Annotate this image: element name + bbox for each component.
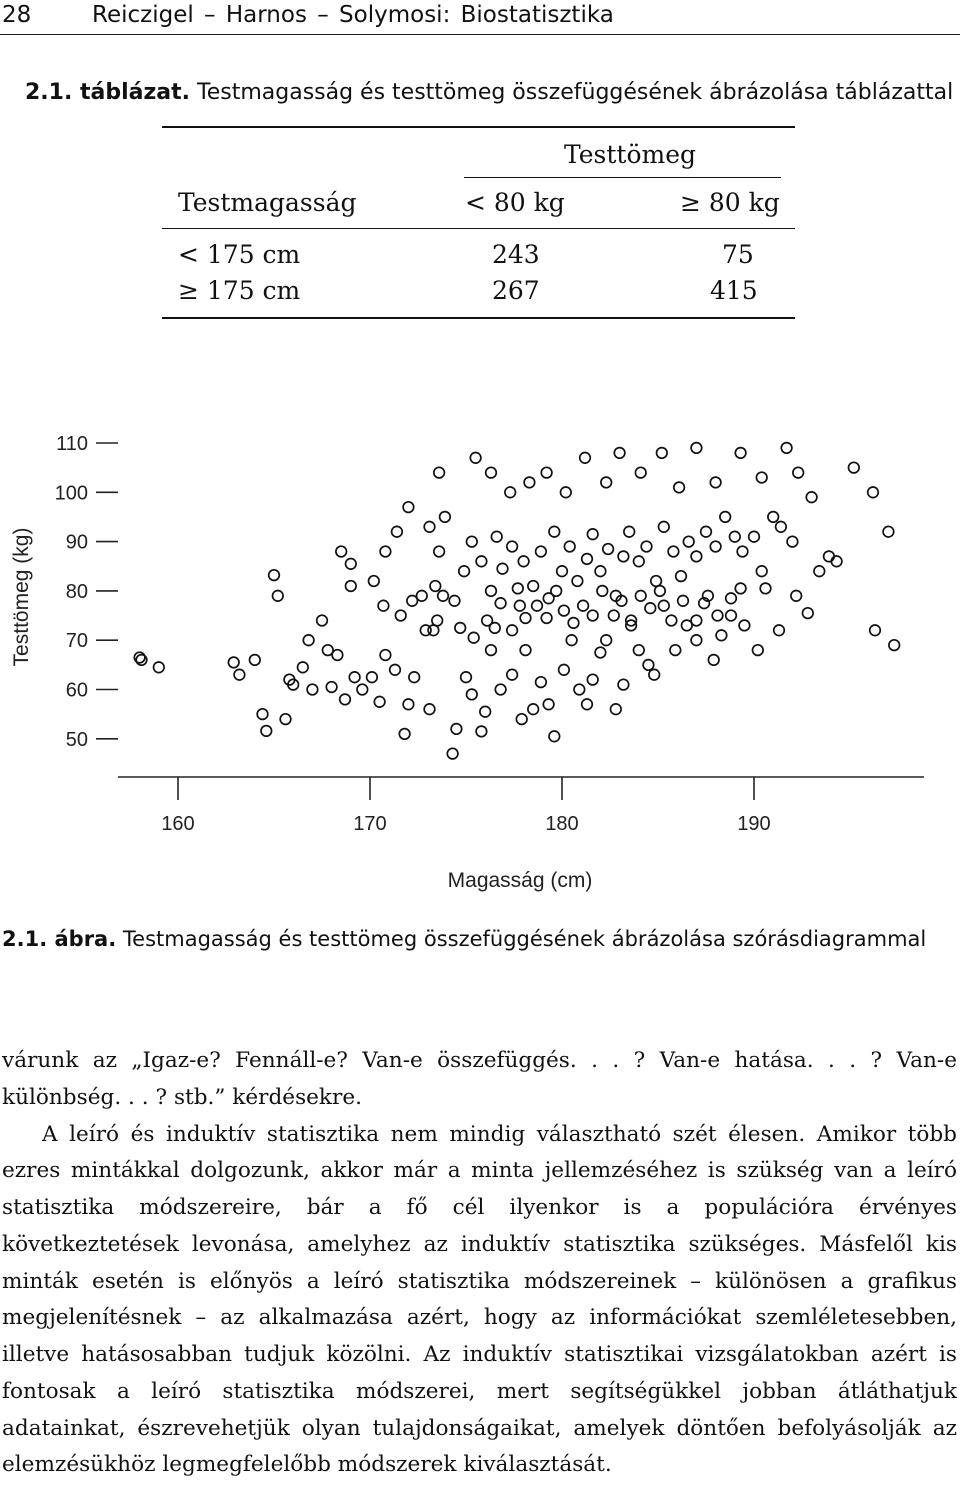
data-point [749,531,760,542]
data-point [491,531,502,542]
data-point [614,448,625,459]
data-point [428,625,439,636]
data-point [269,570,280,581]
data-point [461,672,472,683]
data-point [515,600,526,611]
table-mid-rule [162,228,795,229]
row-header: Testmagasság [178,188,357,217]
group-underline [464,177,781,178]
data-point [659,600,670,611]
data-point [449,596,460,607]
table-cell: 75 [722,240,754,269]
x-axis-label: Magasság (cm) [447,869,593,892]
y-tick-label: 80 [65,580,88,603]
data-point [434,467,445,478]
data-point [399,729,410,740]
data-point [451,724,462,735]
header-rule [0,34,960,35]
data-point [559,605,570,616]
data-point [303,635,314,646]
data-point [543,699,554,710]
body-text [2,1043,957,1484]
data-point [524,477,535,488]
data-point [505,487,516,498]
data-point [618,679,629,690]
data-point [708,655,719,666]
data-point [595,647,606,658]
data-point [691,551,702,562]
data-point [657,448,668,459]
table-cell: 267 [492,276,540,305]
data-point [587,674,598,685]
data-point [730,531,741,542]
data-point [495,598,506,609]
data-point [470,453,481,464]
data-point [273,591,284,602]
data-point [634,556,645,567]
data-point [716,630,727,641]
data-point [595,566,606,577]
data-point [712,610,723,621]
figure-caption-label: 2.1. ábra. [2,927,117,951]
data-point [536,546,547,557]
data-point [720,512,731,523]
data-point [228,657,239,668]
data-point [298,662,309,673]
data-point [760,583,771,594]
data-point [611,704,622,715]
paragraph-1: várunk az „Igaz-e? Fennáll-e? Van-e összefüggés. . . ? Van-e hatása. . . ? Van-e különbség. . . ? stb.” kérdésekre. [2,1048,957,1110]
table-top-rule [162,126,795,128]
data-point [883,526,894,537]
data-point [634,645,645,656]
data-point [549,526,560,537]
data-point [486,586,497,597]
table-cell: 243 [492,240,540,269]
data-point [582,554,593,565]
data-point [467,536,478,547]
data-point [480,706,491,717]
data-point [434,546,445,557]
data-point [336,546,347,557]
data-point [791,591,802,602]
data-point [564,541,575,552]
data-point [824,551,835,562]
data-point [476,556,487,567]
data-point [257,709,268,720]
data-point [486,467,497,478]
data-point [814,566,825,577]
data-point [756,566,767,577]
data-point [774,625,785,636]
data-point [559,665,570,676]
data-point [549,731,560,742]
data-point [691,443,702,454]
data-point [793,467,804,478]
data-point [307,684,318,695]
x-tick-label: 160 [161,813,195,835]
data-point [701,526,712,537]
data-point [349,672,360,683]
data-point [651,576,662,587]
data-point [868,487,879,498]
data-point [645,603,656,614]
data-point [374,697,385,708]
row-label-lt175: < 175 cm [178,240,301,269]
data-point [390,665,401,676]
data-point [683,536,694,547]
data-point [587,610,598,621]
data-point [409,672,420,683]
data-point [668,546,679,557]
data-point [601,477,612,488]
data-points [134,443,899,759]
data-point [574,684,585,695]
page-number: 28 [2,2,32,28]
data-point [507,669,518,680]
table-bottom-rule [162,317,795,319]
data-point [367,672,378,683]
data-point [735,448,746,459]
data-point [776,522,787,533]
data-point [670,645,681,656]
data-point [332,650,343,661]
data-point [532,600,543,611]
table-caption-text: Testmagasság és testtömeg összefüggésének ábrázolása táblázattal [197,80,954,105]
x-tick-label: 170 [353,813,387,835]
data-point [507,625,518,636]
data-point [154,662,165,673]
figure-caption-text: Testmagasság és testtömeg összefüggésének ábrázolása szórásdiagrammal [122,927,927,951]
y-tick-label: 110 [56,433,88,455]
data-point [655,586,666,597]
data-point [710,477,721,488]
data-point [781,443,792,454]
data-point [497,563,508,574]
data-point [346,559,357,570]
y-tick-label: 70 [65,630,88,653]
data-point [378,600,389,611]
data-point [357,684,368,695]
y-tick-label: 50 [65,728,88,751]
data-point [849,462,860,473]
x-tick-label: 180 [545,813,579,835]
data-point [541,613,552,624]
data-point [635,467,646,478]
data-point [641,541,652,552]
data-point [395,610,406,621]
data-point [528,581,539,592]
y-axis-label: Testtömeg (kg) [10,527,33,667]
data-point [710,541,721,552]
data-point [440,512,451,523]
data-point [561,487,572,498]
group-header: Testtömeg [564,140,697,169]
data-point [518,556,529,567]
data-point [476,726,487,737]
data-point [557,566,568,577]
data-point [624,526,635,537]
y-tick-label: 60 [65,679,88,702]
data-point [369,576,380,587]
table-cell: 415 [710,276,758,305]
data-point [380,650,391,661]
data-point [806,492,817,503]
data-point [572,576,583,587]
data-point [678,596,689,607]
data-point [430,581,441,592]
data-point [250,655,261,666]
data-point [787,536,798,547]
data-point [528,704,539,715]
data-point [831,556,842,567]
data-point [726,593,737,604]
data-point [597,586,608,597]
figure-caption [2,927,926,951]
table-caption [25,80,953,105]
data-point [870,625,881,636]
data-point [486,645,497,656]
data-point [516,714,527,725]
data-point [676,571,687,582]
data-point [513,583,524,594]
data-point [580,453,591,464]
data-point [568,618,579,629]
y-tick-label: 90 [65,531,88,554]
data-point [578,600,589,611]
scatter-plot [0,405,960,895]
data-point [587,529,598,540]
data-point [438,591,449,602]
data-point [726,610,737,621]
data-point [280,714,291,725]
data-point [643,660,654,671]
data-point [541,467,552,478]
paragraph-2: A leíró és induktív statisztika nem mindig választható szét élesen. Amikor több ezres mintákkal dolgozunk, akkor már a minta jellemzéséhez is szükség van a leíró statisztika módszereire, bár a fő cél ilyenkor is a populációra érvényes következtetések levonása, amelyhez az induktív statisztika szükséges. Másfelől kis minták esetén is előnyös a leíró statisztika módszereinek – különösen a grafikus megjelenítésnek – az alkalmazása azért, hogy az információkat szemléletesebben, illetve hatásosabban tudjuk közölni. Az induktív statisztikai vizsgálatokban azért is fontosak a leíró statisztika módszerei, mert segítségükkel jobban átláthatjuk adatainkat, észrevehetjük olyan tulajdonságaikat, amelyek döntően befolyásolják az elemzésükhöz legmegfelelőbb módszerek kiválasztását. [2,1121,957,1478]
data-point [424,522,435,533]
data-point [380,546,391,557]
data-point [326,682,337,693]
column-header-lt80: < 80 kg [465,188,565,217]
data-point [635,591,646,602]
data-point [659,522,670,533]
data-point [768,512,779,523]
data-point [735,583,746,594]
data-point [417,591,428,602]
data-point [609,610,620,621]
data-point [566,635,577,646]
data-point [403,502,414,513]
row-label-ge175: ≥ 175 cm [178,276,301,305]
data-point [467,689,478,700]
data-point [803,608,814,619]
data-point [424,704,435,715]
contingency-table [162,126,795,321]
data-point [468,632,479,643]
data-point [455,623,466,634]
column-header-ge80: ≥ 80 kg [680,188,780,217]
data-point [601,635,612,646]
data-point [737,546,748,557]
data-point [520,613,531,624]
data-point [691,635,702,646]
data-point [234,669,245,680]
data-point [753,645,764,656]
y-axis [55,433,118,751]
data-point [482,615,493,626]
data-point [889,640,900,651]
data-point [520,645,531,656]
data-point [649,669,660,680]
data-point [403,699,414,710]
data-point [603,544,614,555]
data-point [459,566,470,577]
data-point [582,699,593,710]
data-point [392,526,403,537]
data-point [340,694,351,705]
data-point [551,586,562,597]
x-tick-label: 190 [737,813,771,835]
running-head [0,0,960,38]
data-point [618,551,629,562]
x-axis [118,777,924,835]
data-point [317,615,328,626]
data-point [261,726,272,737]
data-point [666,615,677,626]
table-caption-label: 2.1. táblázat. [25,80,191,105]
data-point [536,677,547,688]
running-title: Reiczigel – Harnos – Solymosi: Biostatisztika [92,2,614,28]
y-tick-label: 100 [54,482,88,505]
data-point [447,748,458,759]
data-point [756,472,767,483]
data-point [346,581,357,592]
data-point [691,615,702,626]
data-point [507,541,518,552]
data-point [739,620,750,631]
data-point [674,482,685,493]
data-point [495,684,506,695]
